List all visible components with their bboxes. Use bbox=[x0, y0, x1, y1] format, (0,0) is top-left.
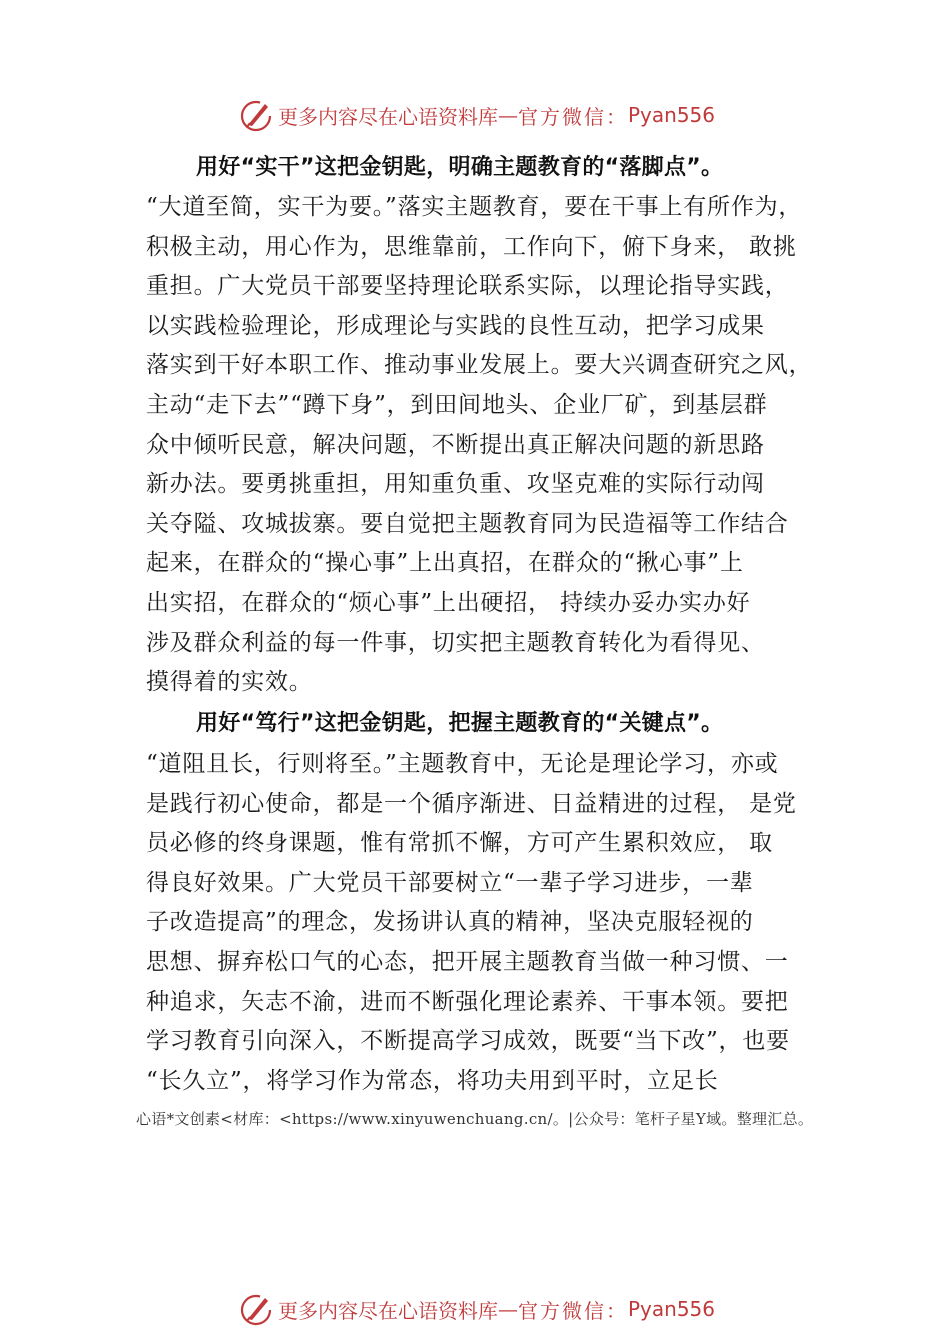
text-line: 是践行初心使命，都是一个循序渐进、日益精进的过程， 是党 bbox=[146, 790, 797, 817]
text-line: 主动“走下去”“蹲下身”，到田间地头、企业厂矿，到基层群 bbox=[146, 391, 768, 418]
source-note: 心语*文创素<材库：<https://www.xinyuwenchuang.cn/。|公众号：笔杆子星Y域。整理汇总。 bbox=[136, 1110, 814, 1128]
banner-separator: — bbox=[498, 1297, 518, 1321]
paragraph-1 bbox=[146, 188, 846, 703]
text-line: 涉及群众利益的每一件事，切实把主题教育转化为看得见、 bbox=[146, 629, 765, 656]
text-line: “长久立”，将学习作为常态，将功夫用到平时，立足长 bbox=[146, 1067, 719, 1094]
section-heading-2: 用好“笃行”这把金钥匙，把握主题教育的“关键点”。 bbox=[196, 711, 724, 736]
section-heading-1: 用好“实干”这把金钥匙，明确主题教育的“落脚点”。 bbox=[196, 155, 724, 180]
text-line: 子改造提高”的理念，发扬讲认真的精神，坚决克服轻视的 bbox=[146, 909, 754, 936]
banner-wechat-id: Pyan556 bbox=[628, 103, 716, 127]
text-line: 员必修的终身课题，惟有常抓不懈，方可产生累积效应， 取 bbox=[146, 830, 773, 857]
text-line: 积极主动，用心作为，思维靠前，工作向下，俯下身来， 敢挑 bbox=[146, 233, 797, 260]
text-line: 起来，在群众的“操心事”上出真招，在群众的“揪心事”上 bbox=[146, 550, 744, 577]
bottom-banner bbox=[238, 1289, 715, 1329]
banner-wechat-id: Pyan556 bbox=[628, 1297, 716, 1321]
text-line: 思想、摒弃松口气的心态，把开展主题教育当做一种习惯、一 bbox=[146, 948, 789, 975]
banner-separator: — bbox=[498, 103, 518, 127]
pen-quill-logo-icon bbox=[238, 97, 274, 133]
text-line: 重担。广大党员干部要坚持理论联系实际，以理论指导实践， bbox=[146, 273, 789, 300]
text-line: 学习教育引向深入，不断提高学习成效，既要“当下改”，也要 bbox=[146, 1028, 790, 1055]
pen-quill-logo-icon bbox=[238, 1291, 274, 1327]
text-line: 出实招，在群众的“烦心事”上出硬招， 持续办妥办实办好 bbox=[146, 589, 751, 616]
text-line: 关夺隘、攻城拔寨。要自觉把主题教育同为民造福等工作结合 bbox=[146, 510, 789, 537]
text-line: 以实践检验理论，形成理论与实践的良性互动，把学习成果 bbox=[146, 312, 765, 339]
banner-middle: 官方微信： bbox=[518, 104, 628, 129]
text-line: 新办法。要勇挑重担，用知重负重、攻坚克难的实际行动闯 bbox=[146, 471, 765, 498]
text-line: 摸得着的实效。 bbox=[146, 669, 313, 696]
text-line: “大道至简，实干为要。”落实主题教育，要在干事上有所作为， bbox=[146, 194, 803, 220]
banner-prefix: 更多内容尽在心语资料库 bbox=[278, 104, 498, 129]
top-banner bbox=[238, 95, 715, 135]
banner-middle: 官方微信： bbox=[518, 1298, 628, 1323]
text-line: 落实到干好本职工作、推动事业发展上。要大兴调查研究之风， bbox=[146, 352, 813, 379]
text-line: “道阻且长，行则将至。”主题教育中，无论是理论学习，亦或 bbox=[146, 751, 779, 777]
text-line: 众中倾听民意，解决问题，不断提出真正解决问题的新思路 bbox=[146, 431, 765, 458]
text-line: 种追求，矢志不渝，进而不断强化理论素养、干事本领。要把 bbox=[146, 988, 789, 1015]
text-line: 得良好效果。广大党员干部要树立“一辈子学习进步，一辈 bbox=[146, 869, 754, 896]
paragraph-2 bbox=[146, 745, 846, 1101]
banner-prefix: 更多内容尽在心语资料库 bbox=[278, 1298, 498, 1323]
